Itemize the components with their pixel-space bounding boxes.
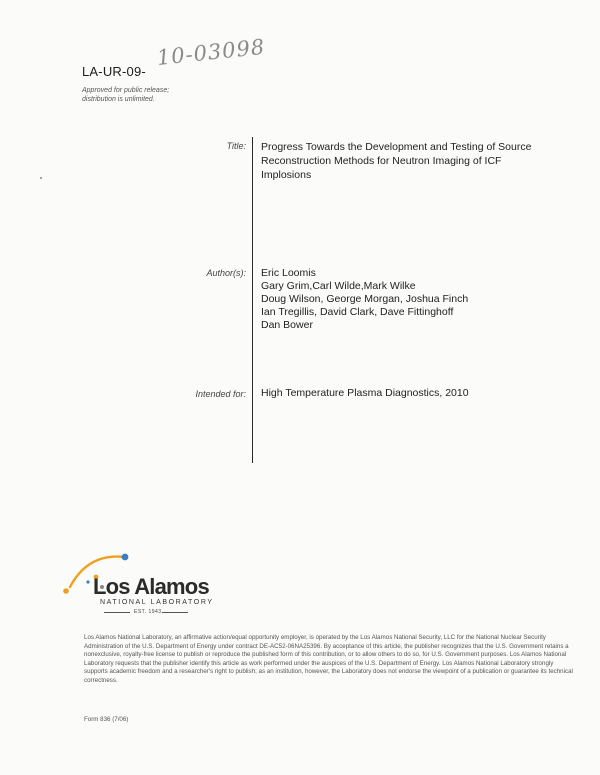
handwritten-report-number: 10-03098: [155, 34, 267, 70]
scan-speck: [40, 177, 42, 179]
approval-notice: [82, 86, 169, 104]
legal-disclaimer: Los Alamos National Laboratory, an affirmative action/equal opportunity employer, is operated by the Los Alamos National Security, LLC for the National Nuclear Security Administration of the U.S. Department of Energy under contract DE-AC52-06NA25396. By acceptance of this article, the publisher recognizes that the U.S. Government retains a nonexclusive, royalty-free license to publish or reproduce the published form of this contribution, or to allow others to do so, for U.S. Government purposes. Los Alamos National Laboratory requests that the publisher identify this article as work performed under the auspices of the U.S. Department of Energy. Los Alamos National Laboratory strongly supports academic freedom and a researcher's right to publish; as an institution, however, the Laboratory does not endorse the viewpoint of a publication or guarantee its technical correctness.: [84, 634, 573, 684]
form-number: Form 836 (7/06): [84, 716, 129, 723]
logo-est-rule-right: [162, 612, 188, 613]
logo-established: EST. 1943: [134, 609, 162, 615]
intended-for-label: Intended for:: [195, 389, 246, 399]
title-line: Reconstruction Methods for Neutron Imaging of ICF: [261, 155, 502, 167]
author-line: Dan Bower: [261, 319, 313, 331]
approval-line: Approved for public release;: [82, 87, 170, 94]
title-line: Progress Towards the Development and Testing of Source: [261, 141, 532, 153]
approval-line: distribution is unlimited.: [82, 96, 155, 103]
field-divider: [252, 137, 253, 463]
author-line: Ian Tregillis, David Clark, Dave Fittinghoff: [261, 306, 454, 318]
logo-est-rule-left: [104, 612, 130, 613]
logo-name: Los Alamos: [93, 574, 209, 599]
author-line: Gary Grim,Carl Wilde,Mark Wilke: [261, 280, 416, 292]
authors-label: Author(s):: [206, 268, 246, 278]
document-title: [261, 140, 571, 182]
report-number: LA-UR-09-: [82, 64, 146, 79]
title-label: Title:: [226, 141, 246, 151]
author-line: Eric Loomis: [261, 267, 316, 279]
logo-dot-orange-left: [63, 588, 69, 594]
logo-dot-blue-small: [86, 580, 89, 583]
intended-for-text: High Temperature Plasma Diagnostics, 2010: [261, 387, 469, 399]
author-line: Doug Wilson, George Morgan, Joshua Finch: [261, 293, 469, 305]
logo-dot-blue: [122, 554, 129, 561]
authors-list: [261, 267, 468, 332]
logo-subtitle: NATIONAL LABORATORY: [100, 599, 214, 606]
title-line: Implosions: [261, 169, 312, 181]
